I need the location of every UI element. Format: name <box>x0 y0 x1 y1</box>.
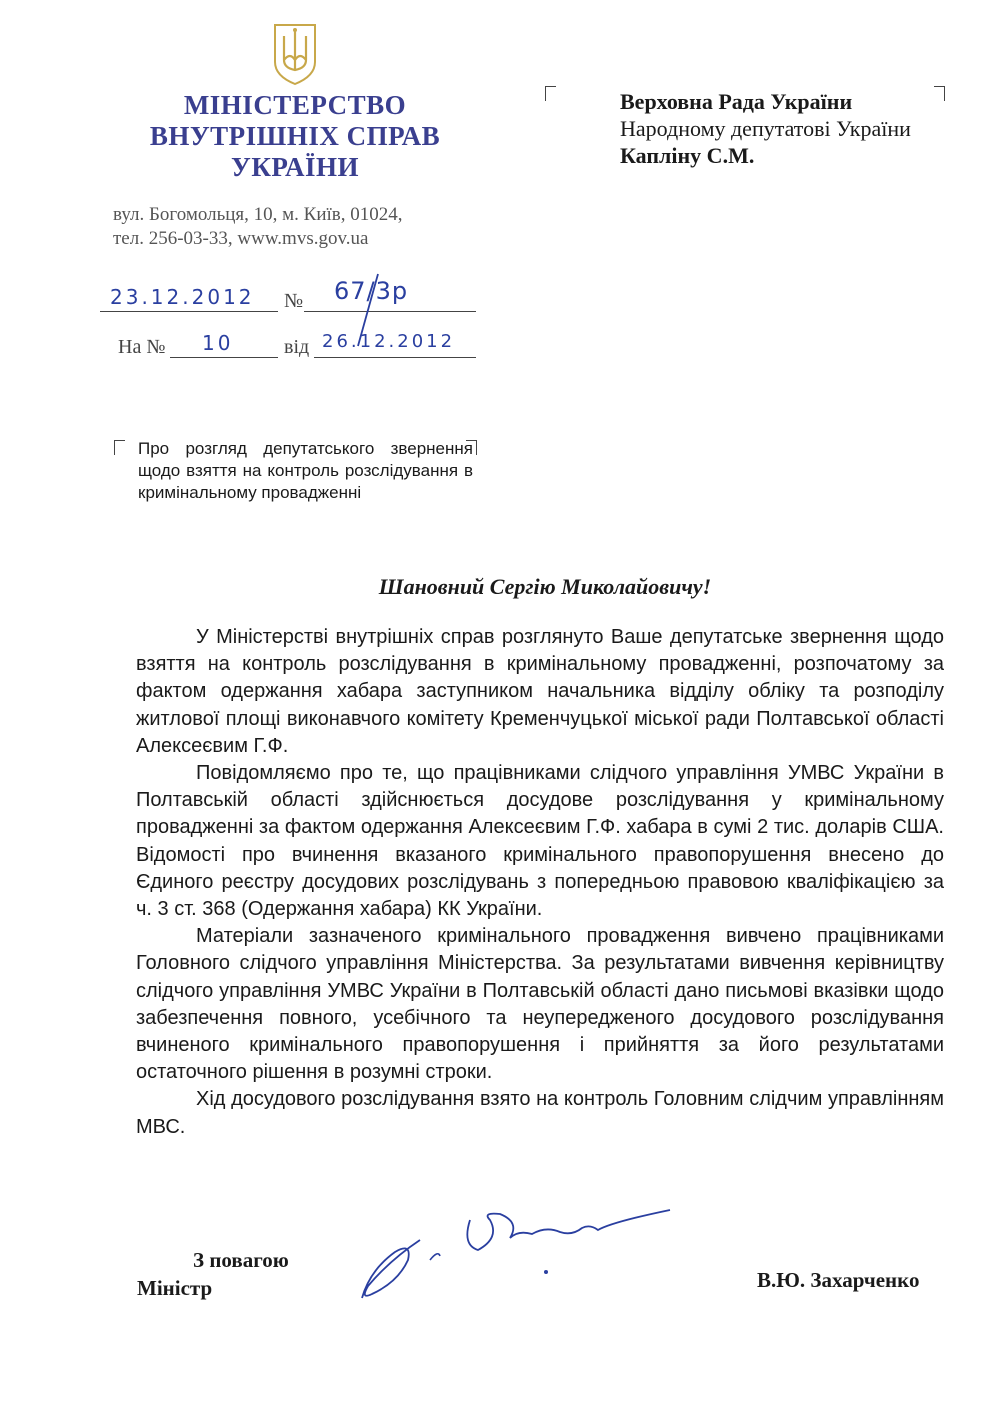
recipient-corner-right <box>934 86 945 101</box>
signatory-position: Міністр <box>137 1276 213 1300</box>
body-paragraph-4: Хід досудового розслідування взято на контроль Головним слідчим управлінням МВС. <box>136 1088 944 1138</box>
ministry-name-line3: УКРАЇНИ <box>231 152 359 182</box>
outgoing-date-field <box>100 287 278 312</box>
in-reply-number: 10 <box>202 331 234 355</box>
trident-emblem-icon <box>272 22 318 86</box>
body-paragraph-3: Матеріали зазначеного кримінального провадження вивчено працівниками Головного слідчого управління Міністерства. За результатами вивчення керівництву слідчого управління УМВС України в Полтавській області дано письмові вказівки щодо забезпечення повного, усебічного та неупередженого досудового розслідування вчиненого кримінального правопорушення і прийняття за його результатами остаточного рішення в розумні строки. <box>136 925 944 1084</box>
letter-body <box>136 624 944 1141</box>
recipient-position: Народному депутатові України <box>620 116 911 141</box>
recipient-name: Капліну С.М. <box>620 143 755 168</box>
body-paragraph-1: У Міністерстві внутрішніх справ розглянуто Ваше депутатське звернення щодо взяття на контроль розслідування в кримінальному провадженні, розпочатому за фактом одержання хабара заступником начальника відділу обліку та розподілу житлової площі виконавчого комітету Кременчуцької міської ради Полтавської області Алексеєвим Г.Ф. <box>136 626 944 757</box>
outgoing-number-field <box>304 277 476 312</box>
closing-phrase: З повагою <box>193 1248 289 1272</box>
ministry-name-line2: ВНУТРІШНІХ СПРАВ <box>149 121 441 151</box>
outgoing-date: 23.12.2012 <box>110 285 255 309</box>
in-reply-number-field <box>170 333 278 358</box>
handwritten-signature <box>350 1190 700 1310</box>
subject-text: Про розгляд депутатського звернення щодо взяття на контроль розслідування в кримінальному провадженні <box>138 439 473 502</box>
subject-corner-left <box>114 440 125 455</box>
in-reply-date: 26.12.2012 <box>322 331 456 352</box>
in-reply-date-field <box>314 333 476 358</box>
recipient-corner-left <box>545 86 556 101</box>
signatory-name: В.Ю. Захарченко <box>757 1268 920 1292</box>
number-label: № <box>284 290 304 312</box>
in-reply-label: На № <box>118 336 166 358</box>
greeting: Шановний Сергію Миколайовичу! <box>378 574 712 599</box>
address-line: вул. Богомольця, 10, м. Київ, 01024, <box>113 204 403 225</box>
body-paragraph-2: Повідомляємо про те, що працівниками слідчого управління УМВС України в Полтавській області здійснюється досудове розслідування у кримінальному провадженні за фактом одержання Алексеєвим Г.Ф. хабара в сумі 2 тис. доларів США. Відомості про вчинення вказаного кримінального правопорушення внесено до Єдиного реєстру досудових розслідувань з попередньою правовою кваліфікацією за ч. 3 ст. 368 (Одержання хабара) КК України. <box>136 762 944 921</box>
phone-website-line: тел. 256-03-33, www.mvs.gov.ua <box>113 228 369 249</box>
recipient-organization: Верховна Рада України <box>620 89 853 114</box>
outgoing-number: 67/3р <box>334 277 409 305</box>
ministry-name-line1: МІНІСТЕРСТВО <box>183 90 407 120</box>
from-label: від <box>284 336 310 358</box>
